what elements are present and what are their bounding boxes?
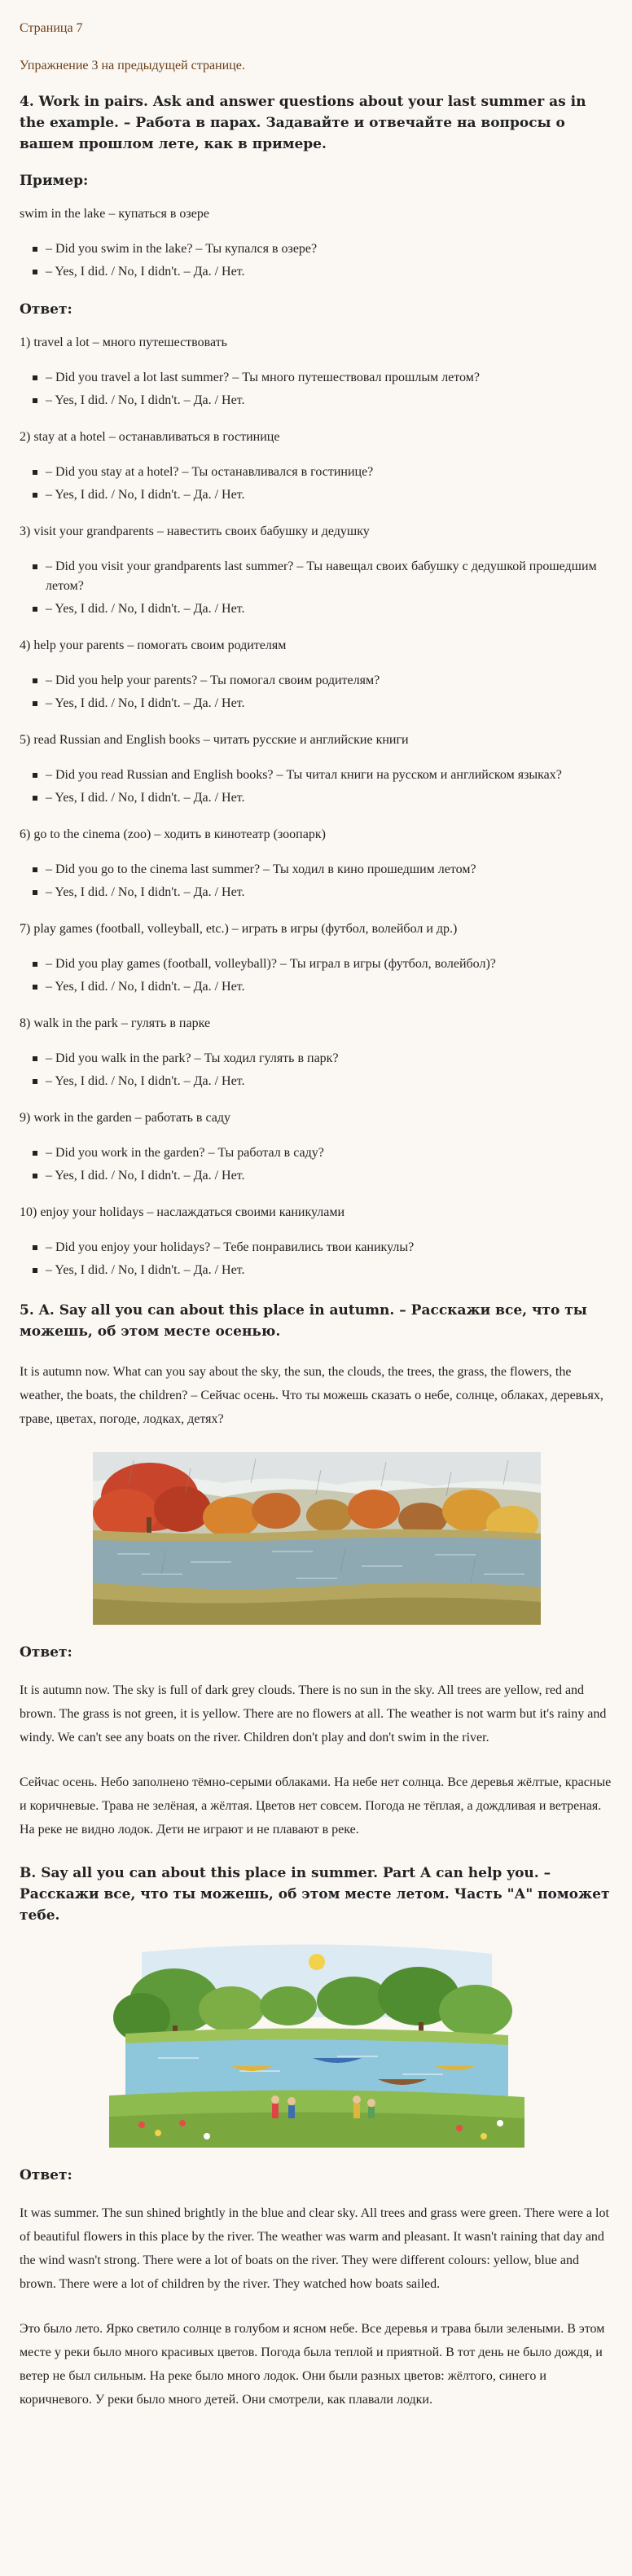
- list-item: – Yes, I did. / No, I didn't. – Да. / Нет.: [44, 883, 614, 902]
- item-title: 6) go to the cinema (zoo) – ходить в кинотеатр (зоопарк): [20, 827, 326, 841]
- item-title: 3) visit your grandparents – навестить своих бабушку и дедушку: [20, 524, 370, 538]
- item-title: 1) travel a lot – много путешествовать: [20, 336, 227, 349]
- answer-english: It is autumn now. The sky is full of dark grey clouds. There is no sun in the sky. All trees are yellow, red and brown. The grass is not green, it is yellow. There are no flowers at all. The weather is not warm but it's rainy and windy. We can't see any boats on the river. Children don't play and don't swim in the river.: [20, 1683, 607, 1744]
- list-item: – Did you walk in the park? – Ты ходил гулять в парк?: [44, 1049, 614, 1069]
- page-title: Страница 7: [20, 21, 83, 35]
- list-item: – Did you read Russian and English books? – Ты читал книги на русском и английском языках?: [44, 766, 614, 785]
- list-item: – Yes, I did. / No, I didn't. – Да. / Нет.: [44, 262, 614, 282]
- answer-russian: Это было лето. Ярко светило солнце в голубом и ясном небе. Все деревья и трава были зелеными. В этом месте у реки было много красивых цветов. Погода была теплой и приятной. В тот день не было дождя, и ветер не был сильным. На реке было много лодок. Они были разных цветов: жёлтого, синего и коричневого. У реки было много детей. Они смотрели, как плавали лодки.: [20, 2322, 605, 2407]
- item-title: 2) stay at a hotel – останавливаться в гостинице: [20, 430, 280, 444]
- list-item: – Did you swim in the lake? – Ты купался в озере?: [44, 239, 614, 259]
- item-title: 9) work in the garden – работать в саду: [20, 1111, 231, 1125]
- qa-list: [20, 766, 614, 808]
- item-title: 7) play games (football, volleyball, etc.) – играть в игры (футбол, волейбол и др.): [20, 922, 458, 936]
- list-item: – Did you help your parents? – Ты помогал своим родителям?: [44, 671, 614, 691]
- qa-list: [20, 860, 614, 902]
- list-item: – Did you stay at a hotel? – Ты останавливался в гостинице?: [44, 463, 614, 482]
- qa-list: [20, 463, 614, 505]
- list-item: – Yes, I did. / No, I didn't. – Да. / Нет.: [44, 391, 614, 410]
- list-item: – Yes, I did. / No, I didn't. – Да. / Нет.: [44, 1072, 614, 1091]
- qa-list: [20, 1049, 614, 1091]
- list-item: – Yes, I did. / No, I didn't. – Да. / Нет.: [44, 485, 614, 505]
- item-title: 10) enjoy your holidays – наслаждаться своими каникулами: [20, 1205, 345, 1219]
- exercise-4-heading: 4. Work in pairs. Ask and answer questions about your last summer as in the example. – Работа в парах. Задавайте и отвечайте на вопросы о вашем прошлом лете, как в примере.: [20, 94, 586, 152]
- list-item: – Did you visit your grandparents last summer? – Ты навещал своих бабушку с дедушкой прошедшим летом?: [44, 557, 614, 596]
- exercise-5b-heading: B. Say all you can about this place in summer. Part A can help you. – Расскажи все, что ты можешь, об этом месте летом. Часть "А" поможет тебе.: [20, 1865, 610, 1924]
- list-item: – Did you travel a lot last summer? – Ты много путешествовал прошлым летом?: [44, 368, 614, 388]
- autumn-river-illustration: [93, 1452, 541, 1625]
- item-title: 8) walk in the park – гулять в парке: [20, 1016, 211, 1030]
- item-title: 5) read Russian and English books – читать русские и английские книги: [20, 733, 409, 747]
- list-item: – Did you play games (football, volleyball)? – Ты играл в игры (футбол, волейбол)?: [44, 954, 614, 974]
- list-item: – Yes, I did. / No, I didn't. – Да. / Нет.: [44, 599, 614, 619]
- list-item: – Did you enjoy your holidays? – Тебе понравились твои каникулы?: [44, 1238, 614, 1257]
- item-title: 4) help your parents – помогать своим родителям: [20, 639, 287, 652]
- reference-note: Упражнение 3 на предыдущей странице.: [20, 59, 245, 72]
- exercise-5a-prompt: It is autumn now. What can you say about the sky, the sun, the clouds, the trees, the grass, the flowers, the weather, the boats, the children? – Сейчас осень. Что ты можешь сказать о небе, солнце, облаках, деревьях, траве, цветах, погоде, лодках, детях?: [20, 1365, 603, 1426]
- example-line: swim in the lake – купаться в озере: [20, 207, 209, 221]
- list-item: – Yes, I did. / No, I didn't. – Да. / Нет.: [44, 1166, 614, 1186]
- answer-russian: Сейчас осень. Небо заполнено тёмно-серыми облаками. На небе нет солнца. Все деревья жёлтые, красные и коричневые. Трава не зелёная, а жёлтая. Цветов нет совсем. Погода не тёплая, а дождливая и ветреная. На реке не видно лодок. Дети не играют и не плавают в реке.: [20, 1775, 612, 1837]
- list-item: – Did you go to the cinema last summer? – Ты ходил в кино прошедшим летом?: [44, 860, 614, 880]
- example-qa-list: [20, 239, 614, 282]
- list-item: – Yes, I did. / No, I didn't. – Да. / Нет.: [44, 977, 614, 997]
- qa-list: [20, 954, 614, 997]
- answer-english: It was summer. The sun shined brightly in the blue and clear sky. All trees and grass were green. There were a lot of beautiful flowers in this place by the river. The weather was warm and pleasant. It wasn't raining that day and the wind wasn't strong. There were a lot of boats on the river. They were different colours: yellow, blue and brown. There were a lot of children by the river. They watched how boats sailed.: [20, 2206, 609, 2291]
- answer-label: Ответ:: [20, 1644, 72, 1661]
- exercise-5a-heading: 5. A. Say all you can about this place in autumn. – Расскажи все, что ты можешь, об этом месте осенью.: [20, 1302, 587, 1340]
- answer-label: Ответ:: [20, 301, 72, 318]
- answer-label: Ответ:: [20, 2167, 72, 2183]
- qa-list: [20, 557, 614, 619]
- qa-list: [20, 671, 614, 713]
- example-label: Пример:: [20, 173, 89, 189]
- qa-list: [20, 1238, 614, 1280]
- summer-river-illustration: [109, 1944, 524, 2148]
- list-item: – Yes, I did. / No, I didn't. – Да. / Нет.: [44, 1261, 614, 1280]
- qa-list: [20, 368, 614, 410]
- list-item: – Yes, I did. / No, I didn't. – Да. / Нет.: [44, 694, 614, 713]
- qa-list: [20, 1143, 614, 1186]
- list-item: – Did you work in the garden? – Ты работал в саду?: [44, 1143, 614, 1163]
- list-item: – Yes, I did. / No, I didn't. – Да. / Нет.: [44, 788, 614, 808]
